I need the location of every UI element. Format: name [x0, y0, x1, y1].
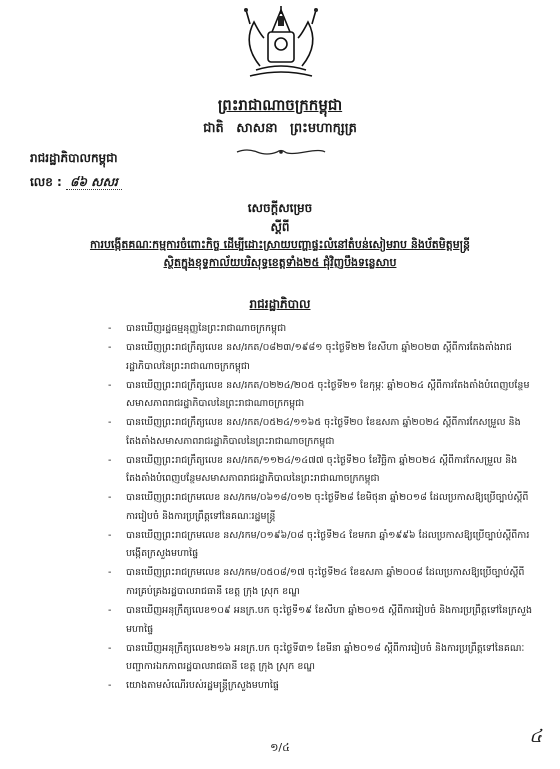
list-item: - បានឃើញព្រះរាជក្រមលេខ នស/រកម/០៥០៨/១៧ ចុះថ្ងៃទី២៤ ខែឧសភា ឆ្នាំ២០០៨ ដែលប្រកាសឱ្យប្រើច្បាប់ស្តីពីការគ្រប់គ្រងរដ្ឋបាលរាជធានី ខេត្ត ក្រុង ស្រុក ខណ្ឌ [104, 564, 534, 601]
section-heading: រាជរដ្ឋាភិបាល [249, 297, 311, 311]
list-item: - បានឃើញព្រះរាជក្រឹត្យលេខ នស/រកត/១១២៤/១៤៧៧ ចុះថ្ងៃទី២០ ខែវិច្ឆិកា ឆ្នាំ២០២៤ ស្តីពីការកែសម្រួល និងតែងតាំងបំពេញបន្ថែមសមាសភាពរាជរដ្ឋាភិបាលនៃព្រះរាជាណាចក្រកម្ពុជា [104, 452, 534, 489]
list-item: - បានឃើញព្រះរាជក្រមលេខ នស/រកម/០៦១៨/០១២ ចុះថ្ងៃទី២៨ ខែមិថុនា ឆ្នាំ២០១៨ ដែលប្រកាសឱ្យប្រើច្បាប់ស្តីពីការរៀបចំ និងការប្រព្រឹត្តទៅនៃគណៈរដ្ឋមន្ត្រី [104, 489, 534, 526]
list-item: - បានឃើញអនុក្រឹត្យលេខ១០៩ អនក្រ.បក ចុះថ្ងៃទី១៩ ខែសីហា ឆ្នាំ២០១៥ ស្តីពីការរៀបចំ និងការប្រព្រឹត្តទៅនៃក្រសួងមហាផ្ទៃ [104, 602, 534, 639]
list-item: - បានឃើញអនុក្រឹត្យលេខ២១៦ អនក្រ.បក ចុះថ្ងៃទី៣១ ខែមីនា ឆ្នាំ២០១៨ ស្តីពីការរៀបចំ និងការប្រព្រឹត្តទៅនៃគណៈបញ្ជាការឯកភាពរដ្ឋបាលរាជធានី ខេត្ត ក្រុង ស្រុក ខណ្ឌ [104, 640, 534, 677]
list-item: - បានឃើញព្រះរាជក្រមលេខ នស/រកម/០១៩៦/០៨ ចុះថ្ងៃទី២៤ ខែមករា ឆ្នាំ១៩៩៦ ដែលប្រកាសឱ្យប្រើច្បាប់ស្តីពីការបង្កើតក្រសួងមហាផ្ទៃ [104, 527, 534, 564]
number-label: លេខ : [30, 175, 62, 189]
ornamental-divider [235, 148, 327, 156]
kingdom-name: ព្រះរាជាណាចក្រកម្ពុជា [217, 96, 343, 114]
handwritten-page-mark: ៤ [529, 726, 542, 747]
considerations-list [104, 320, 534, 696]
doc-type-title: សេចក្ដីសម្រេច [247, 201, 313, 215]
list-item: - បានឃើញរដ្ឋធម្មនុញ្ញនៃព្រះរាជាណាចក្រកម្ពុជា [104, 320, 534, 339]
list-item: - បានឃើញព្រះរាជក្រឹត្យលេខ នស/រកត/០៨២៣/១៩៨១ ចុះថ្ងៃទី២២ ខែសីហា ឆ្នាំ២០២៣ ស្តីពីការតែងតាំងរាជរដ្ឋាភិបាលនៃព្រះរាជាណាចក្រកម្ពុជា [104, 339, 534, 376]
list-item: - បានឃើញព្រះរាជក្រឹត្យលេខ នស/រកត/០២២៤/២០៥ ចុះថ្ងៃទី២១ ខែកុម្ភៈ ឆ្នាំ២០២៤ ស្តីពីការតែងតាំងបំពេញបន្ថែមសមាសភាពរាជរដ្ឋាភិបាលនៃព្រះរាជាណាចក្រកម្ពុជា [104, 377, 534, 414]
doc-subject-label: ស្ដីពី [270, 220, 290, 234]
national-motto: ជាតិ សាសនា ព្រះមហាក្សត្រ [203, 121, 357, 136]
issuing-authority: រាជរដ្ឋាភិបាលកម្ពុជា [30, 151, 118, 165]
number-value: ៨៦ សសរ [66, 175, 122, 190]
doc-subject-line-1: ការបង្កើតគណៈកម្មការចំពោះកិច្ច ដើម្បីដោះស្រាយបញ្ហាផ្ទះលំនៅតំបន់សៀមរាប និងប័តមិត្តមន្ត្រី [89, 238, 470, 251]
list-item: - យោងតាមសំណើរបស់រដ្ឋមន្ត្រីក្រសួងមហាផ្ទៃ [104, 677, 534, 696]
document-number [30, 174, 122, 192]
list-item: - បានឃើញព្រះរាជក្រឹត្យលេខ នស/រកត/០៥២៤/១១៦៥ ចុះថ្ងៃទី២០ ខែឧសភា ឆ្នាំ២០២៤ ស្តីពីការកែសម្រួល និងតែងតាំងសមាសភាពរាជរដ្ឋាភិបាលនៃព្រះរាជាណាចក្រកម្ពុជា [104, 414, 534, 451]
royal-coat-of-arms-emblem [220, 4, 342, 86]
doc-subject-line-2: ស្ថិតក្នុងខុទ្ទកាល័យបរិសុទ្ធខេត្តទាំង២៥ ជុំវិញបឹងទន្លេសាប [163, 256, 397, 269]
page-number: ១/៤ [270, 741, 290, 754]
